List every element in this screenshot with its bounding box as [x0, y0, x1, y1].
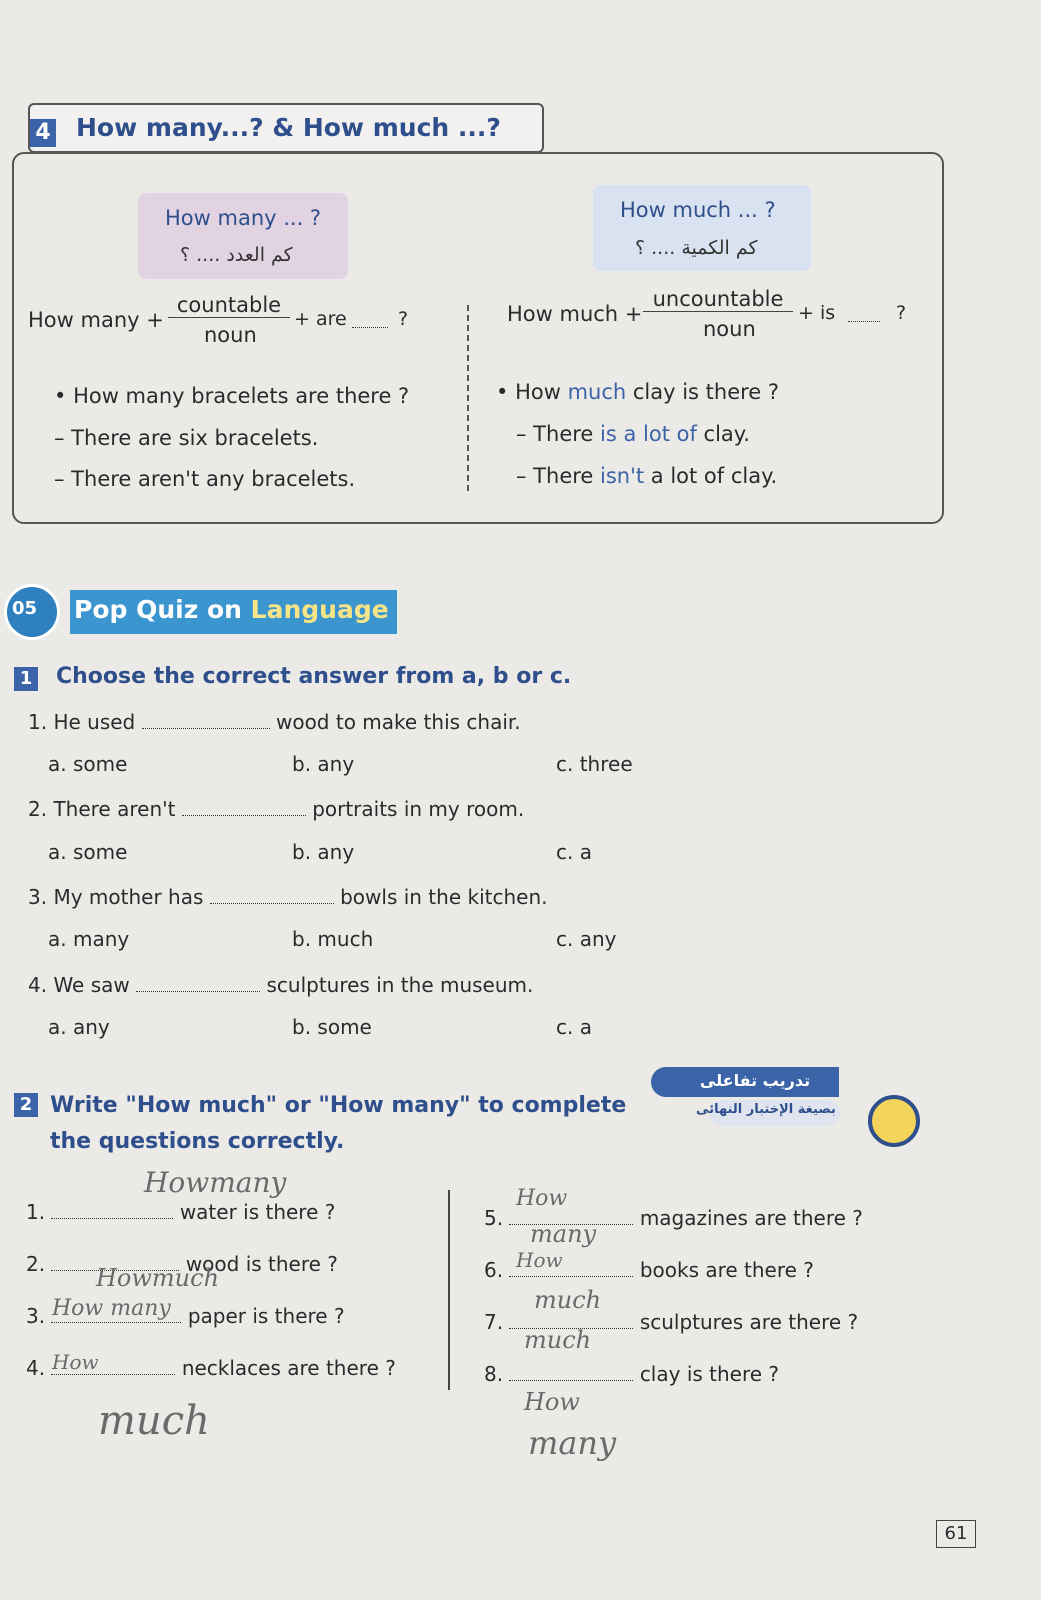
how-many-label: How many ... ? [165, 206, 322, 230]
example-many-question: • How many bracelets are there ? [54, 384, 410, 408]
rule-much-blank [848, 321, 880, 322]
q4-option-a[interactable]: a. any [48, 1015, 110, 1039]
q4-option-c[interactable]: c. a [556, 1015, 592, 1039]
ex2-handwriting-4: How [52, 1350, 99, 1374]
ex2-handwriting-extra-3: much [534, 1286, 602, 1314]
ex2-item-6: 6. books are there ? [484, 1258, 814, 1282]
exercise-2-number: 2 [14, 1093, 38, 1117]
rule-much-noun: noun [703, 317, 756, 341]
q2-option-b[interactable]: b. any [292, 840, 355, 864]
rule-many-start: How many + [28, 308, 164, 332]
rule-many-are: + are [294, 308, 347, 330]
exercise-2-title-line1: Write "How much" or "How many" to complete [50, 1093, 627, 1118]
rule-much-is: + is [798, 302, 836, 324]
question-2: 2. There aren't portraits in my room. [28, 797, 525, 821]
ex2-item-5: 5. magazines are there ? [484, 1206, 863, 1230]
interactive-badge-text: تدريب تفاعلى [699, 1071, 811, 1090]
ex2-handwriting-5: How [516, 1186, 568, 1211]
how-many-arabic: كم العدد .... ؟ [180, 244, 293, 266]
rule-many-noun: noun [204, 323, 257, 347]
ex2-item-7: 7. sculptures are there ? [484, 1310, 859, 1334]
example-many-answer-1: – There are six bracelets. [54, 426, 319, 450]
example-many-answer-2: – There aren't any bracelets. [54, 467, 356, 491]
rule-many-q: ? [398, 308, 409, 330]
ex2-handwriting-extra-1: much [98, 1398, 210, 1444]
q1-option-b[interactable]: b. any [292, 752, 355, 776]
example-much-answer-1: – There is a lot of clay. [516, 422, 750, 446]
exercise-2-divider [448, 1190, 450, 1390]
q2-option-a[interactable]: a. some [48, 840, 128, 864]
rule-many-blank [352, 327, 388, 328]
section-title: How many...? & How much ...? [76, 113, 501, 142]
ex2-handwriting-extra-5: many [528, 1424, 617, 1462]
q3-option-c[interactable]: c. any [556, 927, 617, 951]
ex2-item-1: 1. water is there ? [26, 1200, 336, 1224]
ex2-item-3: 3. paper is there ? [26, 1304, 345, 1328]
ex2-item-2: 2. wood is there ? [26, 1252, 338, 1276]
ex2-item-4: 4. necklaces are there ? [26, 1356, 396, 1380]
example-much-answer-2: – There isn't a lot of clay. [516, 464, 778, 488]
ex2-handwriting-6: How [516, 1248, 563, 1272]
ex2-handwriting-extra-4: much [524, 1326, 592, 1354]
exercise-2-title-line2: the questions correctly. [50, 1129, 345, 1154]
ex2-handwriting-1: Howmany [144, 1166, 287, 1199]
page-number: 61 [936, 1520, 976, 1548]
q3-option-a[interactable]: a. many [48, 927, 130, 951]
exam-format-text: بصيغة الإختبار النهائى [696, 1102, 836, 1117]
rule-many-countable: countable [168, 293, 290, 318]
rule-much-uncountable: uncountable [643, 287, 793, 312]
ex2-handwriting-3: How many [52, 1296, 171, 1321]
example-much-question: • How much clay is there ? [496, 380, 780, 404]
ex2-item-8: 8. clay is there ? [484, 1362, 780, 1386]
ex2-handwriting-8: How [524, 1388, 580, 1416]
rule-much-start: How much + [507, 302, 643, 326]
ex2-handwriting-extra-2: many [530, 1220, 597, 1248]
how-much-arabic: كم الكمية .... ؟ [635, 237, 758, 259]
rule-much-q: ? [896, 302, 907, 324]
q4-option-b[interactable]: b. some [292, 1015, 372, 1039]
section-number: 4 [30, 119, 56, 147]
q1-option-c[interactable]: c. three [556, 752, 633, 776]
q3-option-b[interactable]: b. much [292, 927, 374, 951]
question-3: 3. My mother has bowls in the kitchen. [28, 885, 548, 909]
exercise-1-title: Choose the correct answer from a, b or c. [56, 664, 572, 689]
question-1: 1. He used wood to make this chair. [28, 710, 521, 734]
clock-icon [868, 1095, 920, 1147]
pop-quiz-title: Pop Quiz on Language [74, 595, 389, 624]
pop-quiz-number: 05 [12, 598, 38, 619]
q2-option-c[interactable]: c. a [556, 840, 592, 864]
how-much-label: How much ... ? [620, 198, 776, 222]
ex2-handwriting-2: Howmuch [96, 1264, 220, 1292]
q1-option-a[interactable]: a. some [48, 752, 128, 776]
exercise-1-number: 1 [14, 667, 38, 691]
question-4: 4. We saw sculptures in the museum. [28, 973, 534, 997]
divider-dashed [467, 305, 469, 491]
